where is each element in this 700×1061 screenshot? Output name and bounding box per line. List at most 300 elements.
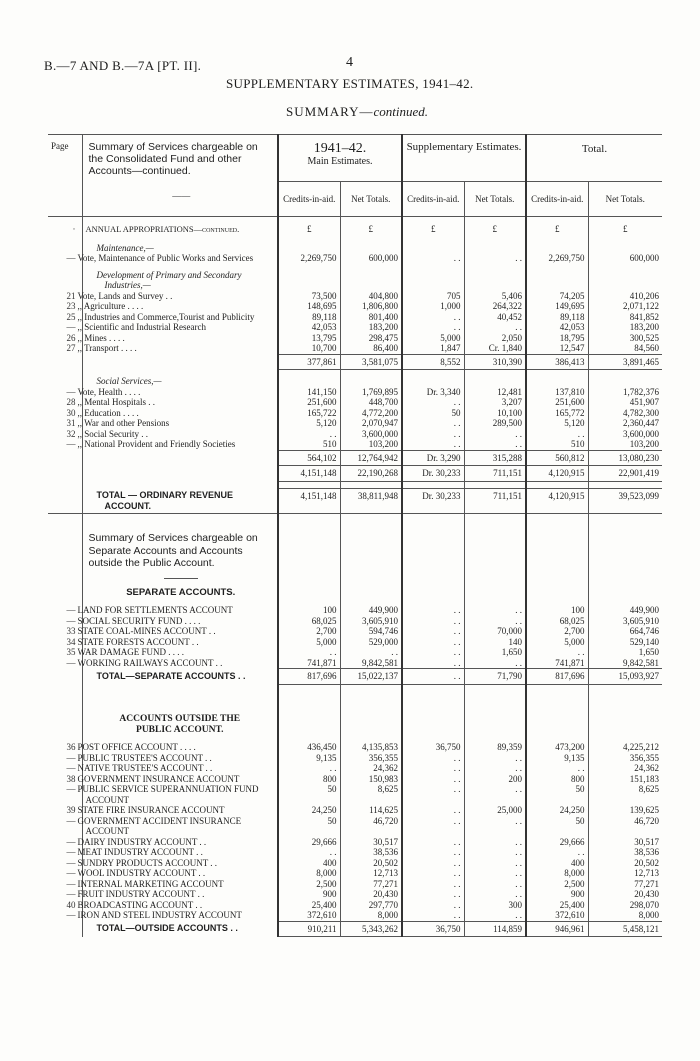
amount-cell: 89,118 — [526, 312, 588, 323]
amount-cell: . . — [402, 837, 464, 848]
row-description: ,, Transport . . . . — [82, 343, 278, 354]
row-description: NATIVE TRUSTEE'S ACCOUNT . . — [82, 763, 278, 774]
amount-cell: 4,135,853 — [340, 742, 402, 753]
total-label: TOTAL—OUTSIDE ACCOUNTS . . — [82, 921, 278, 937]
amount-cell: 8,000 — [526, 868, 588, 879]
row-description: SOCIAL SECURITY FUND . . . . — [82, 616, 278, 627]
amount-cell: 12,713 — [588, 868, 662, 879]
amount-cell: 46,720 — [340, 816, 402, 837]
amount-cell: . . — [464, 879, 526, 890]
amount-cell: 46,720 — [588, 816, 662, 837]
amount-cell: 150,983 — [340, 774, 402, 785]
amount-cell: . . — [340, 647, 402, 658]
amount-cell: 298,475 — [340, 333, 402, 344]
page-ref: 28 — [66, 397, 76, 407]
total-amount: 711,151 — [464, 488, 526, 514]
total-amount: 4,151,148 — [278, 488, 340, 514]
amount-cell: . . — [464, 753, 526, 764]
page-ref: — — [66, 439, 76, 449]
amount-cell: 86,400 — [340, 343, 402, 354]
table-row — [48, 397, 662, 408]
amount-cell: 9,135 — [526, 753, 588, 764]
table-row — [48, 253, 662, 264]
amount-cell: . . — [402, 816, 464, 837]
total-amount: 386,413 — [526, 354, 588, 370]
amount-cell: . . — [464, 658, 526, 669]
total-amount: Dr. 30,233 — [402, 488, 464, 514]
total-amount: 71,790 — [464, 669, 526, 685]
amount-cell: 9,842,581 — [340, 658, 402, 669]
maintenance-rows — [48, 253, 662, 264]
amount-cell: 2,070,947 — [340, 418, 402, 429]
amount-cell: 50 — [278, 816, 340, 837]
row-description: ,, Mental Hospitals . . — [82, 397, 278, 408]
amount-cell: . . — [402, 774, 464, 785]
total-amount: Dr. 3,290 — [402, 450, 464, 466]
subtotal-row — [48, 466, 662, 482]
amount-cell: . . — [402, 397, 464, 408]
amount-cell: 1,000 — [402, 301, 464, 312]
supplementary-estimates-label: Supplementary Estimates. — [406, 141, 522, 153]
table-row — [48, 291, 662, 302]
amount-cell: 40,452 — [464, 312, 526, 323]
summary-heading — [286, 104, 428, 120]
table-row — [48, 343, 662, 354]
row-description: STATE FORESTS ACCOUNT . . — [82, 637, 278, 648]
amount-cell: . . — [402, 847, 464, 858]
amount-cell: 1,806,800 — [340, 301, 402, 312]
page-ref — [48, 669, 82, 685]
amount-cell: . . — [402, 253, 464, 264]
separate-intro — [82, 514, 278, 606]
total-amount: 22,901,419 — [588, 466, 662, 482]
amount-cell: 68,025 — [526, 616, 588, 627]
group-label: Development of Primary and Secondary Industries,— — [82, 270, 278, 291]
amount-cell: 5,120 — [278, 418, 340, 429]
total-label: TOTAL—SEPARATE ACCOUNTS . . — [82, 669, 278, 685]
amount-cell: 449,900 — [340, 605, 402, 616]
summary-column-title: Summary of Services chargeable on the Consolidated Fund and other Accounts—continued. — [88, 141, 258, 177]
total-separate-row — [48, 669, 662, 685]
total-amount: 3,891,465 — [588, 354, 662, 370]
row-description: WOOL INDUSTRY ACCOUNT . . — [82, 868, 278, 879]
total-amount: 4,120,915 — [526, 466, 588, 482]
total-label — [82, 466, 278, 482]
amount-cell: 529,140 — [588, 637, 662, 648]
table-row — [48, 439, 662, 450]
row-description: SUNDRY PRODUCTS ACCOUNT . . — [82, 858, 278, 869]
page-ref: 40 — [66, 899, 76, 910]
amount-cell: 38,536 — [340, 847, 402, 858]
annual-appropriations-label: ANNUAL APPROPRIATIONS—continued. — [82, 217, 278, 239]
development-rows — [48, 291, 662, 355]
amount-cell: 800 — [278, 774, 340, 785]
page-ref: — — [66, 322, 76, 332]
amount-cell: 100 — [278, 605, 340, 616]
outside-heading: ACCOUNTS OUTSIDE THE PUBLIC ACCOUNT. — [82, 684, 278, 742]
table-row — [48, 900, 662, 911]
amount-cell: 298,070 — [588, 900, 662, 911]
pound-sign: £ — [340, 217, 402, 239]
amount-cell: 356,355 — [588, 753, 662, 764]
main-estimates-label: Main Estimates. — [307, 156, 373, 167]
page-ref — [48, 466, 82, 482]
outside-heading-row — [48, 684, 662, 742]
amount-cell: 2,360,447 — [588, 418, 662, 429]
page-ref — [48, 921, 82, 937]
amount-cell: . . — [402, 429, 464, 440]
total-amount: 817,696 — [278, 669, 340, 685]
amount-cell: 705 — [402, 291, 464, 302]
amount-cell: 2,700 — [526, 626, 588, 637]
total-credits-header: Credits-in-aid. — [526, 182, 588, 217]
total-amount: 15,093,927 — [588, 669, 662, 685]
total-amount: 38,811,948 — [340, 488, 402, 514]
page-ref: 36 — [66, 742, 76, 752]
amount-cell: 29,666 — [526, 837, 588, 848]
amount-cell: Cr. 1,840 — [464, 343, 526, 354]
subtotal-row — [48, 450, 662, 466]
page-ref: 34 — [66, 636, 76, 647]
amount-cell: . . — [402, 418, 464, 429]
page-ref: 30 — [66, 407, 76, 418]
pound-sign: £ — [402, 217, 464, 239]
amount-cell: . . — [278, 429, 340, 440]
amount-cell: 4,782,300 — [588, 408, 662, 419]
page-ref: — — [66, 878, 76, 889]
amount-cell: 5,000 — [526, 637, 588, 648]
table-row — [48, 774, 662, 785]
amount-cell: 84,560 — [588, 343, 662, 354]
amount-cell: . . — [464, 816, 526, 837]
group-label: Social Services,— — [82, 376, 278, 387]
amount-cell: 741,871 — [526, 658, 588, 669]
amount-cell: 2,269,750 — [526, 253, 588, 264]
amount-cell: 114,625 — [340, 805, 402, 816]
total-amount: 817,696 — [526, 669, 588, 685]
page-ref: — — [66, 763, 76, 773]
amount-cell: 36,750 — [402, 742, 464, 753]
amount-cell: 1,847 — [402, 343, 464, 354]
amount-cell: . . — [402, 439, 464, 450]
amount-cell: 73,500 — [278, 291, 340, 302]
amount-cell: 2,269,750 — [278, 253, 340, 264]
row-description: MEAT INDUSTRY ACCOUNT . . — [82, 847, 278, 858]
page-ref: 27 — [66, 343, 76, 353]
amount-cell: 29,666 — [278, 837, 340, 848]
table-row — [48, 429, 662, 440]
subtotal-row — [48, 354, 662, 370]
table-row — [48, 858, 662, 869]
amount-cell: . . — [402, 753, 464, 764]
total-amount: 946,961 — [526, 921, 588, 937]
total-amount: 4,120,915 — [526, 488, 588, 514]
total-amount: 5,458,121 — [588, 921, 662, 937]
row-description: PUBLIC TRUSTEE'S ACCOUNT . . — [82, 753, 278, 764]
amount-cell: 2,050 — [464, 333, 526, 344]
total-outside-row — [48, 921, 662, 937]
total-amount: 5,343,262 — [340, 921, 402, 937]
page-ref: 21 — [66, 290, 76, 301]
amount-cell: 4,772,200 — [340, 408, 402, 419]
amount-cell: 400 — [526, 858, 588, 869]
separate-intro-row — [48, 514, 662, 606]
page-ref: 35 — [66, 647, 76, 657]
total-label — [82, 354, 278, 370]
page-number: 4 — [346, 55, 354, 70]
amount-cell: . . — [402, 322, 464, 333]
amount-cell: 50 — [526, 784, 588, 805]
row-description: POST OFFICE ACCOUNT . . . . — [82, 742, 278, 753]
total-ordinary-row — [48, 488, 662, 514]
group-label: Maintenance,— — [82, 239, 278, 254]
total-label — [82, 450, 278, 466]
amount-cell: . . — [464, 837, 526, 848]
pound-sign: £ — [526, 217, 588, 239]
total-amount: 15,022,137 — [340, 669, 402, 685]
amount-cell: 25,400 — [278, 900, 340, 911]
amount-cell: . . — [464, 858, 526, 869]
amount-cell: 3,605,910 — [588, 616, 662, 627]
amount-cell: 103,200 — [340, 439, 402, 450]
row-description: ,, National Provident and Friendly Societies — [82, 439, 278, 450]
amount-cell: . . — [526, 429, 588, 440]
amount-cell: 183,200 — [340, 322, 402, 333]
amount-cell: . . — [526, 763, 588, 774]
row-description: WAR DAMAGE FUND . . . . — [82, 647, 278, 658]
total-amount: 560,812 — [526, 450, 588, 466]
total-amount: 39,523,099 — [588, 488, 662, 514]
amount-cell: 451,907 — [588, 397, 662, 408]
report-reference: B.—7 AND B.—7A [PT. II]. — [44, 58, 202, 73]
amount-cell: 2,071,122 — [588, 301, 662, 312]
amount-cell: 13,795 — [278, 333, 340, 344]
summary-continued: continued. — [373, 104, 428, 119]
row-description: Vote, Maintenance of Public Works and Services — [82, 253, 278, 264]
amount-cell: . . — [464, 605, 526, 616]
table-row — [48, 805, 662, 816]
page-ref: 26 — [66, 332, 76, 343]
amount-cell: 3,600,000 — [588, 429, 662, 440]
amount-cell: 264,322 — [464, 301, 526, 312]
amount-cell: 100 — [526, 605, 588, 616]
table-row — [48, 387, 662, 398]
amount-cell: 9,842,581 — [588, 658, 662, 669]
amount-cell: 529,000 — [340, 637, 402, 648]
page-ref: 23 — [66, 301, 76, 311]
page-ref: — — [66, 657, 76, 668]
amount-cell: 2,500 — [278, 879, 340, 890]
amount-cell: 12,481 — [464, 387, 526, 398]
total-amount: 114,859 — [464, 921, 526, 937]
amount-cell: 841,852 — [588, 312, 662, 323]
table-row — [48, 605, 662, 616]
page-ref: — — [66, 868, 76, 878]
table-row — [48, 322, 662, 333]
amount-cell: 900 — [526, 889, 588, 900]
amount-cell: 510 — [278, 439, 340, 450]
amount-cell: 300 — [464, 900, 526, 911]
amount-cell: 600,000 — [588, 253, 662, 264]
total-amount: 377,861 — [278, 354, 340, 370]
amount-cell: . . — [464, 439, 526, 450]
total-amount: 12,764,942 — [340, 450, 402, 466]
main-estimates-year: 1941–42. — [313, 141, 367, 156]
page-ref: 39 — [66, 805, 76, 815]
total-amount: 36,750 — [402, 921, 464, 937]
total-label: TOTAL — ORDINARY REVENUE ACCOUNT. — [82, 488, 278, 514]
group-heading-row — [48, 239, 662, 254]
amount-cell: 103,200 — [588, 439, 662, 450]
amount-cell: 473,200 — [526, 742, 588, 753]
total-amount: 22,190,268 — [340, 466, 402, 482]
table-row — [48, 763, 662, 774]
page-ref — [48, 488, 82, 514]
amount-cell: . . — [526, 647, 588, 658]
row-description: BROADCASTING ACCOUNT . . — [82, 900, 278, 911]
amount-cell: 74,205 — [526, 291, 588, 302]
total-amount: 4,151,148 — [278, 466, 340, 482]
total-amount: 711,151 — [464, 466, 526, 482]
total-amount: 8,552 — [402, 354, 464, 370]
row-description: STATE COAL-MINES ACCOUNT . . — [82, 626, 278, 637]
row-description: ,, Education . . . . — [82, 408, 278, 419]
table-row — [48, 333, 662, 344]
total-amount: 910,211 — [278, 921, 340, 937]
row-description: Vote, Lands and Survey . . — [82, 291, 278, 302]
amount-cell: . . — [464, 868, 526, 879]
amount-cell: 800 — [526, 774, 588, 785]
amount-cell: 10,100 — [464, 408, 526, 419]
table-row — [48, 658, 662, 669]
amount-cell: 510 — [526, 439, 588, 450]
table-row — [48, 816, 662, 837]
row-description: ,, Scientific and Industrial Research — [82, 322, 278, 333]
amount-cell: 20,502 — [588, 858, 662, 869]
amount-cell: 8,625 — [588, 784, 662, 805]
amount-cell: 449,900 — [588, 605, 662, 616]
group-heading-row — [48, 376, 662, 387]
page-ref: — — [66, 910, 76, 920]
amount-cell: 200 — [464, 774, 526, 785]
amount-cell: 900 — [278, 889, 340, 900]
amount-cell: 12,547 — [526, 343, 588, 354]
table-row — [48, 879, 662, 890]
amount-cell: 10,700 — [278, 343, 340, 354]
amount-cell: 594,746 — [340, 626, 402, 637]
table-row — [48, 418, 662, 429]
maintenance-section — [48, 239, 662, 254]
amount-cell: . . — [464, 763, 526, 774]
amount-cell: . . — [402, 626, 464, 637]
amount-cell: 2,500 — [526, 879, 588, 890]
page-ref: — — [66, 889, 76, 899]
supp-credits-header: Credits-in-aid. — [402, 182, 464, 217]
amount-cell: 410,206 — [588, 291, 662, 302]
table-row — [48, 847, 662, 858]
total-amount: 310,390 — [464, 354, 526, 370]
separate-rows — [48, 605, 662, 669]
amount-cell: . . — [402, 910, 464, 921]
amount-cell: 8,625 — [340, 784, 402, 805]
amount-cell: 140 — [464, 637, 526, 648]
amount-cell: . . — [402, 805, 464, 816]
page-ref: 32 — [66, 428, 76, 439]
amount-cell: . . — [402, 637, 464, 648]
amount-cell: . . — [464, 429, 526, 440]
separate-heading: SEPARATE ACCOUNTS. — [126, 586, 236, 598]
table-row — [48, 868, 662, 879]
page-ref: 25 — [66, 311, 76, 322]
amount-cell: 289,500 — [464, 418, 526, 429]
page-ref: — — [66, 815, 76, 826]
amount-cell: 20,430 — [340, 889, 402, 900]
amount-cell: . . — [402, 889, 464, 900]
table-row — [48, 910, 662, 921]
summary-word: SUMMARY— — [286, 104, 374, 119]
total-amount: 13,080,230 — [588, 450, 662, 466]
amount-cell: 30,517 — [588, 837, 662, 848]
page-ref: — — [66, 857, 76, 868]
row-description: ,, Industries and Commerce,Tourist and Publicity — [82, 312, 278, 323]
outside-rows — [48, 742, 662, 921]
amount-cell: . . — [402, 605, 464, 616]
row-description: PUBLIC SERVICE SUPERANNUATION FUND ACCOUNT — [82, 784, 278, 805]
page-ref: — — [66, 784, 76, 794]
total-amount: 3,581,075 — [340, 354, 402, 370]
amount-cell: . . — [402, 763, 464, 774]
amount-cell: . . — [464, 847, 526, 858]
amount-cell: 77,271 — [340, 879, 402, 890]
amount-cell: 77,271 — [588, 879, 662, 890]
total-amount: 564,102 — [278, 450, 340, 466]
amount-cell: 50 — [402, 408, 464, 419]
page-ref: — — [66, 847, 76, 857]
amount-cell: 38,536 — [588, 847, 662, 858]
amount-cell: 300,525 — [588, 333, 662, 344]
amount-cell: . . — [402, 858, 464, 869]
amount-cell: . . — [402, 658, 464, 669]
amount-cell: . . — [402, 784, 464, 805]
row-description: ,, Agriculture . . . . — [82, 301, 278, 312]
amount-cell: 372,610 — [278, 910, 340, 921]
document-title: SUPPLEMENTARY ESTIMATES, 1941–42. — [226, 76, 474, 91]
amount-cell: 165,772 — [526, 408, 588, 419]
page-ref: — — [66, 836, 76, 847]
table-row — [48, 742, 662, 753]
amount-cell: 251,600 — [526, 397, 588, 408]
amount-cell: 89,359 — [464, 742, 526, 753]
header-row-1 — [48, 135, 662, 182]
pound-sign: £ — [278, 217, 340, 239]
amount-cell: . . — [402, 868, 464, 879]
amount-cell: . . — [464, 910, 526, 921]
row-description: FRUIT INDUSTRY ACCOUNT . . — [82, 889, 278, 900]
amount-cell: 5,406 — [464, 291, 526, 302]
row-description: ,, Social Security . . — [82, 429, 278, 440]
amount-cell: 24,362 — [588, 763, 662, 774]
amount-cell: 20,502 — [340, 858, 402, 869]
amount-cell: 664,746 — [588, 626, 662, 637]
separate-intro-text: Summary of Services chargeable on Separate Accounts and Accounts outside the Public Account. — [88, 532, 258, 569]
amount-cell: . . — [278, 847, 340, 858]
total-amount: 315,288 — [464, 450, 526, 466]
page-ref: 38 — [66, 773, 76, 784]
amount-cell: 18,795 — [526, 333, 588, 344]
table-row — [48, 753, 662, 764]
pound-sign: £ — [588, 217, 662, 239]
page-ref: 31 — [66, 418, 76, 428]
